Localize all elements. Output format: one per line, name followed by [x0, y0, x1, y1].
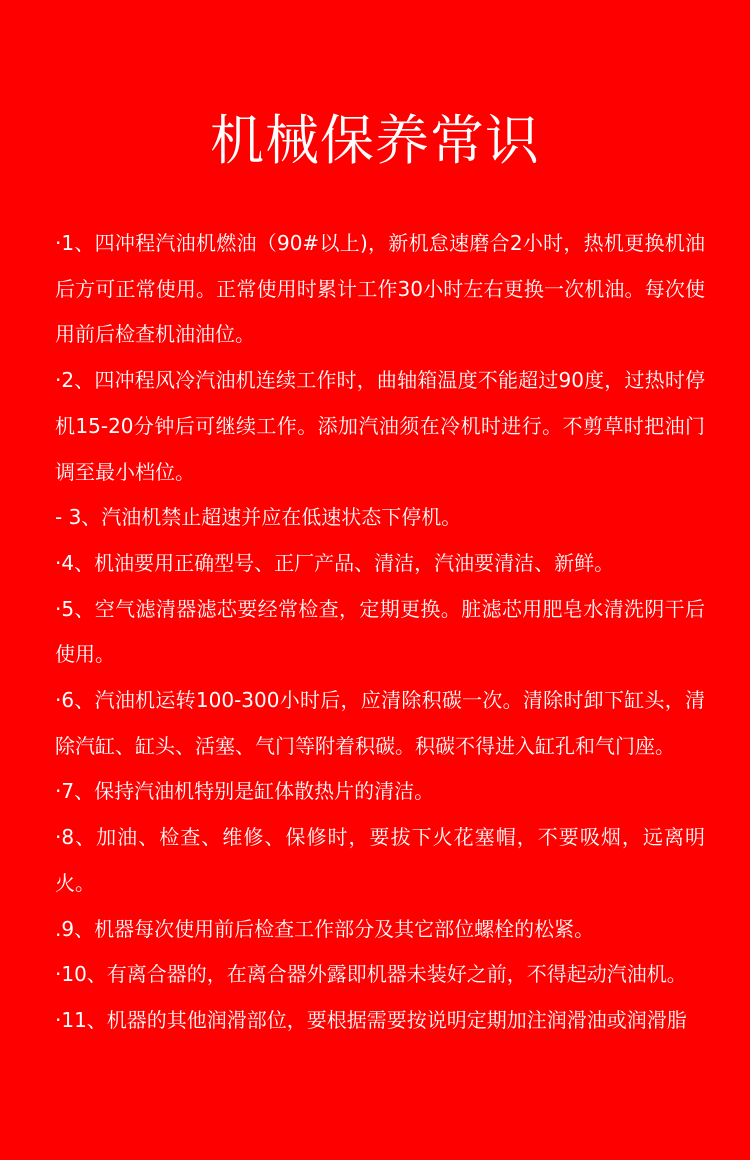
- list-item: ·11、机器的其他润滑部位，要根据需要按说明定期加注润滑油或润滑脂: [55, 1007, 687, 1032]
- list-item: ·7、保持汽油机特别是缸体散热片的清洁。: [55, 779, 435, 804]
- list-item: ·4、机油要用正确型号、正厂产品、清洁，汽油要清洁、新鲜。: [55, 550, 615, 575]
- list-item: ·8、加油、检查、维修、保修时，要拔下火花塞帽，不要吸烟，远离明火。: [55, 825, 705, 895]
- page-title: 机械保养常识: [210, 109, 540, 172]
- list-item: ·6、汽油机运转100-300小时后，应清除积碳一次。清除时卸下缸头，清除汽缸、缸头、活塞、气门等附着积碳。积碳不得进入缸孔和气门座。: [55, 688, 705, 758]
- list-item: .9、机器每次使用前后检查工作部分及其它部位螺栓的松紧。: [55, 916, 595, 941]
- list-item: - 3、汽油机禁止超速并应在低速状态下停机。: [55, 505, 462, 530]
- maintenance-tips-list: [55, 221, 705, 1044]
- list-item: ·2、四冲程风冷汽油机连续工作时，曲轴箱温度不能超过90度，过热时停机15-20分钟后可继续工作。添加汽油须在冷机时进行。不剪草时把油门调至最小档位。: [55, 368, 705, 484]
- list-item: ·10、有离合器的，在离合器外露即机器未装好之前，不得起动汽油机。: [55, 962, 687, 987]
- list-item: ·1、四冲程汽油机燃油（90#以上)，新机怠速磨合2小时，热机更换机油后方可正常使用。正常使用时累计工作30小时左右更换一次机油。每次使用前后检查机油油位。: [55, 231, 705, 347]
- list-item: ·5、空气滤清器滤芯要经常检查，定期更换。脏滤芯用肥皂水清洗阴干后使用。: [55, 596, 705, 667]
